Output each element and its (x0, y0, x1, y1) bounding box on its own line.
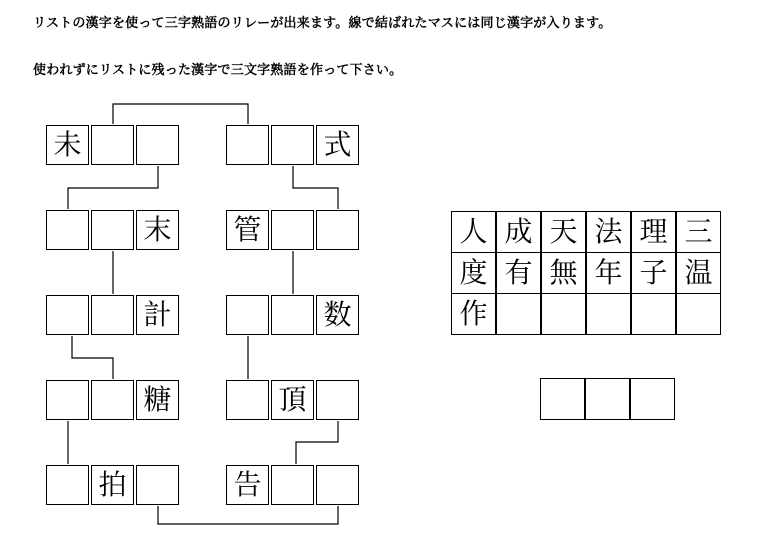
right-row1-cell3[interactable]: 式 (316, 125, 359, 165)
right-row1-cell1[interactable] (226, 125, 269, 165)
kanji-list-cell[interactable]: 温 (676, 252, 721, 294)
right-row2-cell2[interactable] (271, 210, 314, 250)
answer-cell-2[interactable] (585, 378, 630, 420)
right-row1-cell2[interactable] (271, 125, 314, 165)
kanji-list-cell[interactable] (631, 293, 676, 335)
kanji-list-cell[interactable]: 子 (631, 252, 676, 294)
instruction-line-2: 使われずにリストに残った漢字で三文字熟語を作って下さい。 (33, 63, 403, 78)
left-row2-cell1[interactable] (46, 210, 89, 250)
right-row5-cell2[interactable] (271, 465, 314, 505)
answer-cell-1[interactable] (540, 378, 585, 420)
right-row3-cell3[interactable]: 数 (316, 295, 359, 335)
left-row5-cell3[interactable] (136, 465, 179, 505)
right-row4-cell1[interactable] (226, 380, 269, 420)
kanji-list-cell[interactable] (496, 293, 541, 335)
right-row2-cell1[interactable]: 管 (226, 210, 269, 250)
kanji-list-cell[interactable] (541, 293, 586, 335)
left-row2-cell3[interactable]: 末 (136, 210, 179, 250)
kanji-list-cell[interactable]: 有 (496, 252, 541, 294)
left-row1-cell2[interactable] (91, 125, 134, 165)
kanji-list-cell[interactable]: 三 (676, 211, 721, 253)
instruction-line-1: リストの漢字を使って三字熟語のリレーが出来ます。線で結ばれたマスには同じ漢字が入ります。 (33, 16, 612, 31)
kanji-list-cell[interactable]: 人 (451, 211, 496, 253)
kanji-list-cell[interactable]: 天 (541, 211, 586, 253)
left-row2-cell2[interactable] (91, 210, 134, 250)
left-row3-cell2[interactable] (91, 295, 134, 335)
answer-cell-3[interactable] (630, 378, 675, 420)
left-row1-cell1[interactable]: 未 (46, 125, 89, 165)
kanji-list-cell[interactable] (586, 293, 631, 335)
left-row4-cell2[interactable] (91, 380, 134, 420)
right-row3-cell1[interactable] (226, 295, 269, 335)
left-row4-cell1[interactable] (46, 380, 89, 420)
right-row2-cell3[interactable] (316, 210, 359, 250)
kanji-list-cell[interactable]: 度 (451, 252, 496, 294)
left-row3-cell1[interactable] (46, 295, 89, 335)
right-row5-cell1[interactable]: 告 (226, 465, 269, 505)
kanji-list-cell[interactable]: 作 (451, 293, 496, 335)
kanji-list-cell[interactable]: 無 (541, 252, 586, 294)
left-row5-cell1[interactable] (46, 465, 89, 505)
right-row4-cell2[interactable]: 頂 (271, 380, 314, 420)
kanji-list-cell[interactable] (676, 293, 721, 335)
kanji-list-cell[interactable]: 理 (631, 211, 676, 253)
right-row3-cell2[interactable] (271, 295, 314, 335)
kanji-list-cell[interactable]: 法 (586, 211, 631, 253)
right-row4-cell3[interactable] (316, 380, 359, 420)
left-row3-cell3[interactable]: 計 (136, 295, 179, 335)
right-row5-cell3[interactable] (316, 465, 359, 505)
left-row1-cell3[interactable] (136, 125, 179, 165)
kanji-list-cell[interactable]: 成 (496, 211, 541, 253)
left-row4-cell3[interactable]: 糖 (136, 380, 179, 420)
kanji-list-cell[interactable]: 年 (586, 252, 631, 294)
left-row5-cell2[interactable]: 拍 (91, 465, 134, 505)
